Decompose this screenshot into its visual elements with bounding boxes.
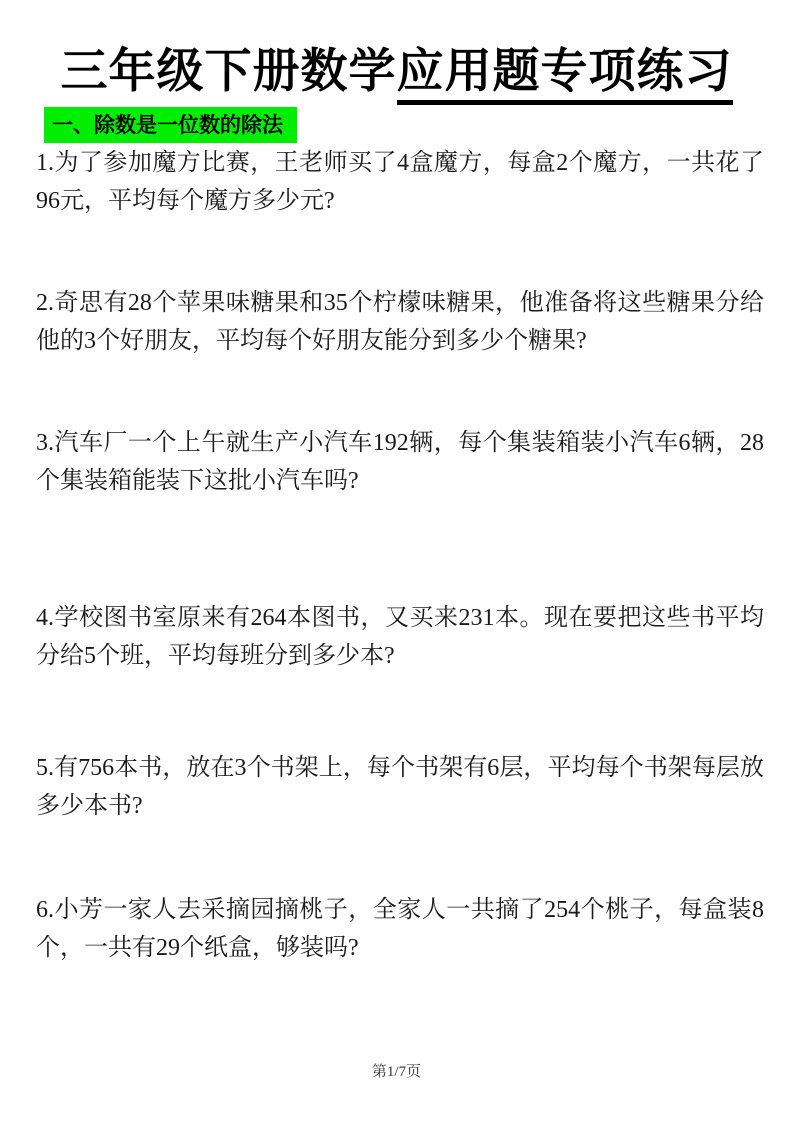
- page-number: 第1/7页: [371, 1064, 422, 1080]
- question-3: 3.汽车厂一个上午就生产小汽车192辆，每个集装箱装小汽车6辆，28个集装箱能装下这批小汽车吗?: [36, 430, 764, 494]
- question-1: 1.为了参加魔方比赛，王老师买了4盒魔方，每盒2个魔方，一共花了96元，平均每个魔方多少元?: [36, 150, 764, 214]
- title-normal-part: 三年级下册数学: [60, 44, 397, 97]
- question-5: 5.有756本书，放在3个书架上，每个书架有6层，平均每个书架每层放多少本书?: [36, 755, 764, 819]
- section-header: 一、除数是一位数的除法: [44, 107, 297, 143]
- question-2: 2.奇思有28个苹果味糖果和35个柠檬味糖果，他准备将这些糖果分给他的3个好朋友，平均每个好朋友能分到多少个糖果?: [36, 290, 764, 354]
- page-title: [0, 34, 793, 101]
- question-4: 4.学校图书室原来有264本图书，又买来231本。现在要把这些书平均分给5个班，平均每班分到多少本?: [36, 605, 764, 669]
- question-6: 6.小芳一家人去采摘园摘桃子，全家人一共摘了254个桃子，每盒装8个，一共有29个纸盒，够装吗?: [36, 897, 764, 961]
- title-underlined-part: 应用题专项练习: [397, 44, 733, 105]
